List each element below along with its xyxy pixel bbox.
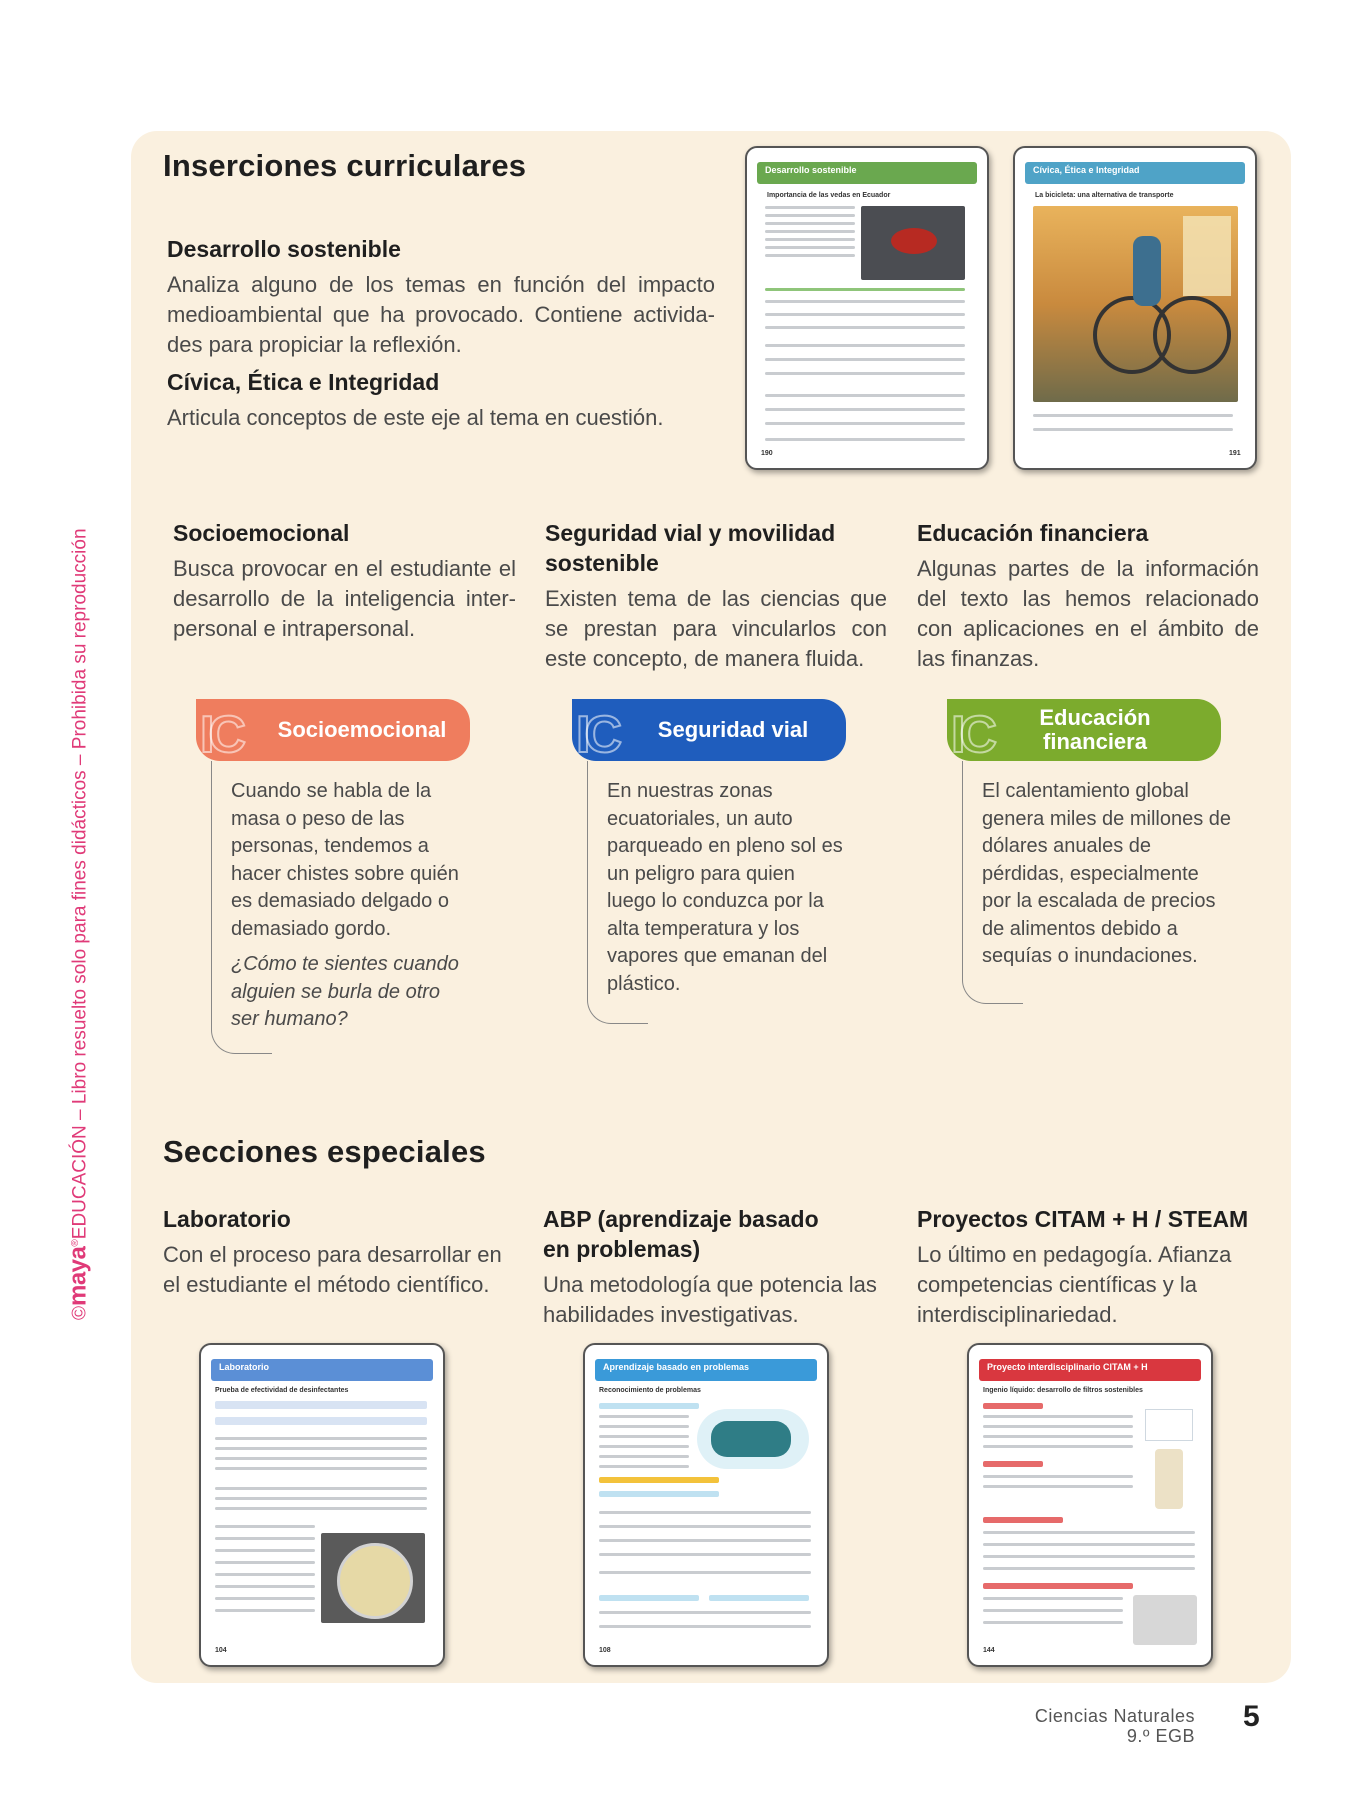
ic-mark: IC [200, 706, 240, 764]
ic-body-seguridad-vial: En nuestras zonas ecuatoriales, un auto parqueado en pleno sol es un peligro para quien luego lo conduzca por la alta temperatura y los vapores que emanan del plástico. [607, 780, 843, 995]
ic-body-educacion-financiera: El calentamiento global genera miles de millones de dólares anuales de pérdidas, especialmente por la escalada de precios de alimentos debido a sequías o inundaciones. [982, 780, 1232, 967]
citam-text: Lo último en pedagogía. Afianza competencias científicas y la interdisciplinariedad. [917, 1242, 1232, 1327]
page-thumbnail-laboratorio: Laboratorio Prueba de efectividad de desinfectantes 104 [199, 1343, 445, 1667]
ic-body-socioemocional: Cuando se habla de la masa o peso de las personas, tendemos a hacer chistes sobre quién es demasiado delgado o demasiado gordo. ¿Cómo te sientes cuando alguien se burla de otro ser humano? [231, 778, 471, 1034]
maya-logo: maya [64, 1246, 92, 1306]
seguridad-text: Existen tema de las ciencias que se prestan para vincularlos con este concepto, de manera fluida. [545, 586, 887, 671]
page-thumbnail-abp: Aprendizaje basado en problemas Reconocimiento de problemas 108 [583, 1343, 829, 1667]
hand-image [1133, 1595, 1197, 1645]
copyright-sidebar: ©maya®EDUCACIÓN – Libro resuelto solo para fines didácticos – Prohibida su reproducción [64, 528, 92, 1320]
page-thumbnail-citam: Proyecto interdisciplinario CITAM + H Ingenio líquido: desarrollo de filtros sostenibles 144 [967, 1343, 1213, 1667]
page-thumbnail-civica: Cívica, Ética e Integridad La bicicleta: una alternativa de transporte 191 [1013, 146, 1257, 470]
cyclist-illustration [1033, 206, 1238, 402]
sdg-logo [1145, 1409, 1193, 1441]
crab-image [861, 206, 965, 280]
people-illustration [697, 1409, 809, 1469]
abp-heading: ABP (aprendizaje basado en problemas) [543, 1206, 819, 1262]
abp-text: Una metodología que potencia las habilidades investigativas. [543, 1272, 877, 1327]
ic-tab-socioemocional: IC Socioemocional [196, 699, 470, 761]
civica-heading: Cívica, Ética e Integridad [167, 369, 440, 395]
desarrollo-heading: Desarrollo sostenible [167, 236, 401, 262]
footer-subject: Ciencias Naturales 9.º EGB [1034, 1706, 1195, 1746]
socioemocional-text: Busca provocar en el estudiante el desarrollo de la inteligencia inter-personal e intrapersonal. [173, 556, 516, 641]
seguridad-heading: Seguridad vial y movilidad sostenible [545, 520, 836, 576]
section-title-insertions: Inserciones curriculares [163, 148, 527, 183]
filter-image [1155, 1449, 1183, 1509]
ic-mark: IC [951, 706, 991, 764]
laboratorio-heading: Laboratorio [163, 1206, 291, 1232]
section-title-special: Secciones especiales [163, 1134, 486, 1169]
petri-dish-image [321, 1533, 425, 1623]
page-number: 5 [1243, 1700, 1260, 1733]
financiera-text: Algunas partes de la información del texto las hemos relacionado con aplicaciones en el ámbito de las finanzas. [917, 556, 1259, 671]
socioemocional-heading: Socioemocional [173, 520, 350, 546]
ic-tab-seguridad-vial: IC Seguridad vial [572, 699, 846, 761]
civica-text: Articula conceptos de este eje al tema en cuestión. [167, 405, 664, 430]
ic-question: ¿Cómo te sientes cuando alguien se burla de otro ser humano? [231, 953, 459, 1030]
desarrollo-text: Analiza alguno de los temas en función del impacto medioambiental que ha provocado. Contiene activida-des para propiciar la reflexión. [167, 272, 715, 357]
laboratorio-text: Con el proceso para desarrollar en el estudiante el método científico. [163, 1242, 502, 1297]
ic-mark: IC [576, 706, 616, 764]
ic-tab-educacion-financiera: IC Educación financiera [947, 699, 1221, 761]
citam-heading: Proyectos CITAM + H / STEAM [917, 1206, 1249, 1232]
page-thumbnail-desarrollo: Desarrollo sostenible Importancia de las vedas en Ecuador 190 [745, 146, 989, 470]
financiera-heading: Educación financiera [917, 520, 1149, 546]
